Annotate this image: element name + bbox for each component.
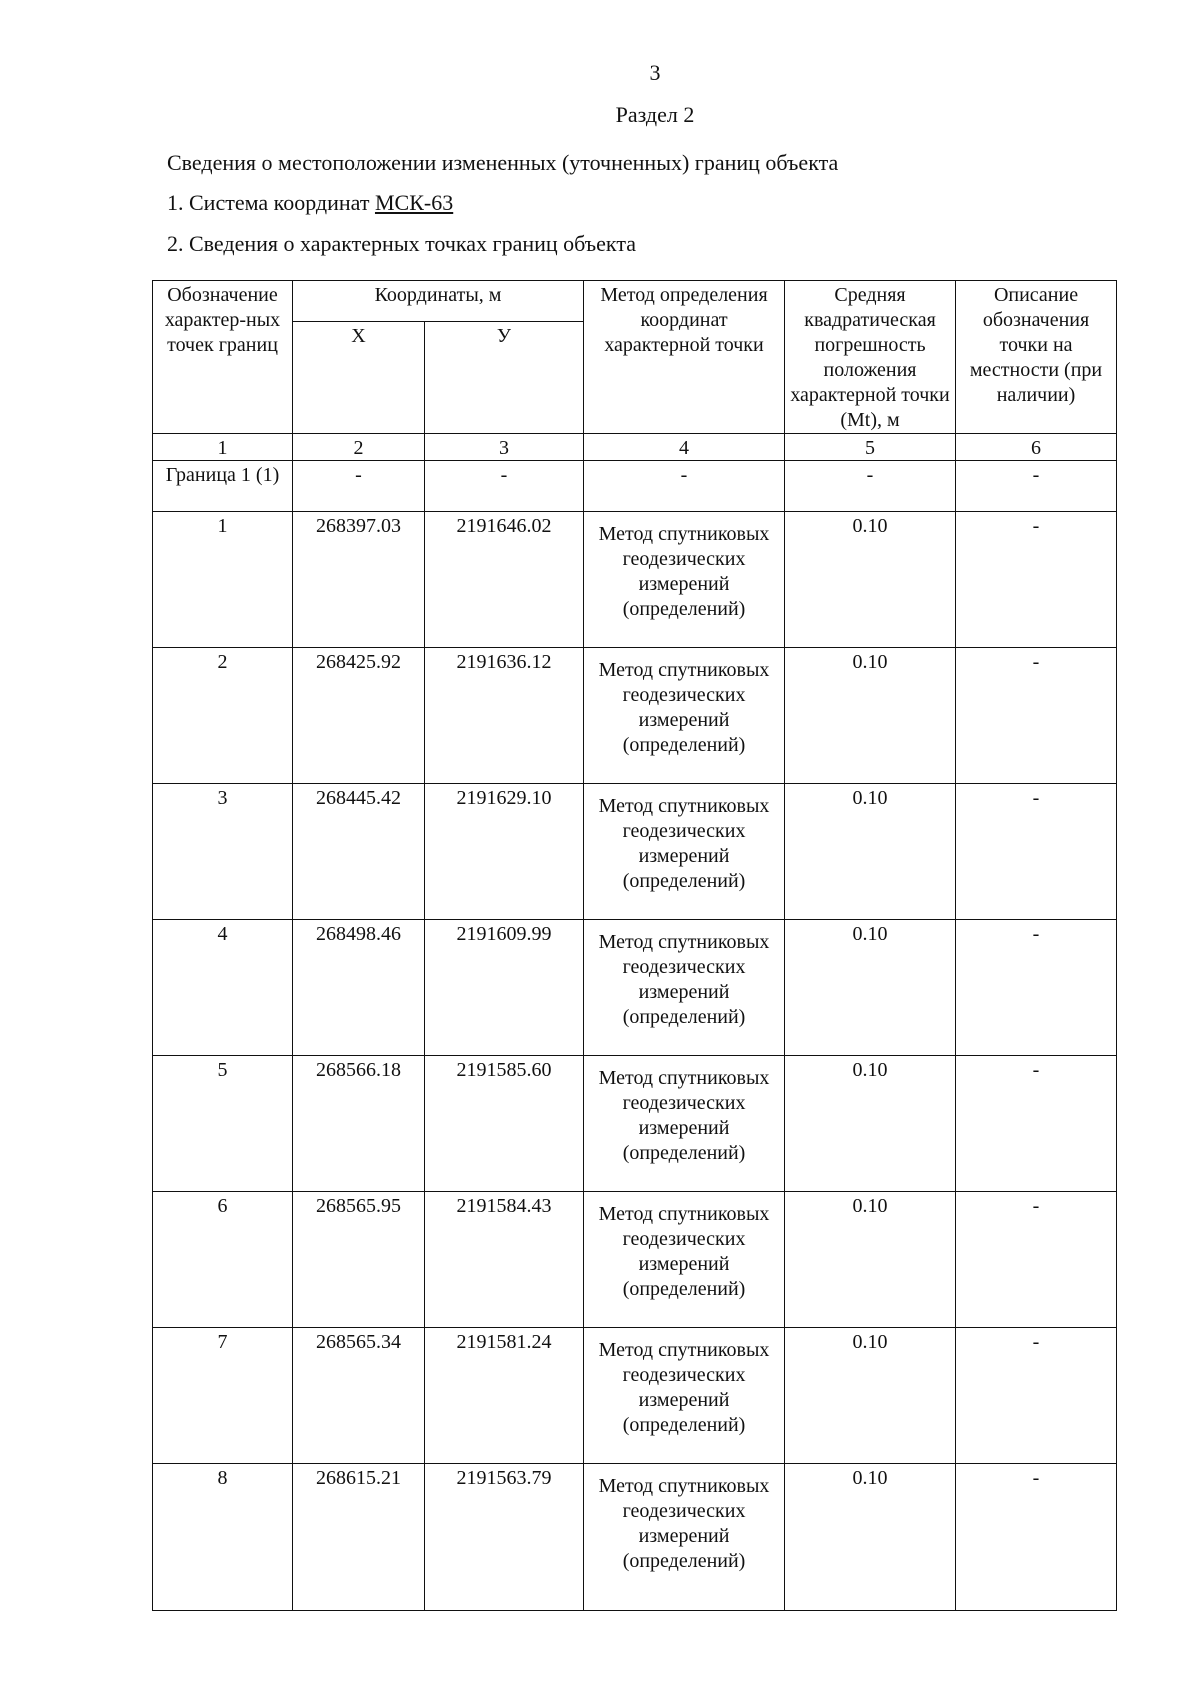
column-number: 5: [785, 434, 956, 461]
column-number: 6: [956, 434, 1117, 461]
cell-point: 2: [153, 648, 293, 784]
cell-method: Метод спутниковых геодезических измерений (определений): [584, 1056, 785, 1192]
cell-point: 6: [153, 1192, 293, 1328]
cell-point: 3: [153, 784, 293, 920]
cell-accuracy: 0.10: [785, 1464, 956, 1611]
header-method: Метод определения координат характерной точки: [584, 281, 785, 434]
cell-x: 268565.34: [293, 1328, 425, 1464]
cell-accuracy: 0.10: [785, 920, 956, 1056]
cell-x: 268566.18: [293, 1056, 425, 1192]
cell-y: 2191585.60: [425, 1056, 584, 1192]
cell-accuracy: 0.10: [785, 512, 956, 648]
table-row: [153, 920, 1117, 1056]
header-designation: Обозначение характер-ных точек границ: [153, 281, 293, 434]
cell-method: Метод спутниковых геодезических измерений (определений): [584, 512, 785, 648]
table-row: [153, 512, 1117, 648]
cell-method: Метод спутниковых геодезических измерений (определений): [584, 920, 785, 1056]
document-heading: Сведения о местоположении измененных (уточненных) границ объекта: [167, 150, 839, 175]
coordinate-system-value: МСК-63: [374, 190, 454, 215]
cell-point: 1: [153, 512, 293, 648]
cell-x: 268445.42: [293, 784, 425, 920]
cell-point: 8: [153, 1464, 293, 1611]
cell-y: 2191646.02: [425, 512, 584, 648]
cell-method: -: [584, 461, 785, 512]
cell-description: -: [956, 1328, 1117, 1464]
cell-point: 7: [153, 1328, 293, 1464]
cell-y: 2191584.43: [425, 1192, 584, 1328]
section-title: Раздел 2: [615, 102, 695, 127]
table-row: [153, 1328, 1117, 1464]
header-coordinates: Координаты, м: [293, 281, 584, 322]
cell-accuracy: 0.10: [785, 1192, 956, 1328]
cell-accuracy: 0.10: [785, 1328, 956, 1464]
table-row: [153, 1056, 1117, 1192]
cell-y: 2191563.79: [425, 1464, 584, 1611]
cell-accuracy: 0.10: [785, 1056, 956, 1192]
cell-x: 268498.46: [293, 920, 425, 1056]
table-row: [153, 784, 1117, 920]
cell-method: Метод спутниковых геодезических измерений (определений): [584, 1464, 785, 1611]
page-number: 3: [649, 60, 661, 85]
cell-description: -: [956, 784, 1117, 920]
cell-x: 268615.21: [293, 1464, 425, 1611]
cell-designation: Граница 1 (1): [153, 461, 293, 512]
column-number: 2: [293, 434, 425, 461]
table-row-border: [153, 461, 1117, 512]
points-heading: 2. Сведения о характерных точках границ объекта: [167, 231, 636, 256]
column-numbers-row: [153, 434, 1117, 461]
table-row: [153, 1192, 1117, 1328]
cell-x: 268397.03: [293, 512, 425, 648]
cell-y: 2191629.10: [425, 784, 584, 920]
column-number: 3: [425, 434, 584, 461]
cell-description: -: [956, 648, 1117, 784]
column-number: 1: [153, 434, 293, 461]
table-row: [153, 648, 1117, 784]
cell-description: -: [956, 920, 1117, 1056]
coordinate-system-line: [167, 190, 453, 216]
cell-method: Метод спутниковых геодезических измерений (определений): [584, 1328, 785, 1464]
boundary-points-table: [152, 280, 1117, 1611]
cell-y: -: [425, 461, 584, 512]
cell-description: -: [956, 1464, 1117, 1611]
cell-x: 268425.92: [293, 648, 425, 784]
header-accuracy: Средняя квадратическая погрешность положения характерной точки (Mt), м: [785, 281, 956, 434]
cell-accuracy: 0.10: [785, 648, 956, 784]
cell-y: 2191581.24: [425, 1328, 584, 1464]
cell-point: 4: [153, 920, 293, 1056]
cell-point: 5: [153, 1056, 293, 1192]
coordinate-system-label: 1. Система координат: [167, 190, 375, 215]
cell-description: -: [956, 1056, 1117, 1192]
cell-description: -: [956, 512, 1117, 648]
column-number: 4: [584, 434, 785, 461]
cell-method: Метод спутниковых геодезических измерений (определений): [584, 648, 785, 784]
cell-accuracy: 0.10: [785, 784, 956, 920]
cell-x: -: [293, 461, 425, 512]
table-row: [153, 1464, 1117, 1611]
cell-description: -: [956, 461, 1117, 512]
header-description: Описание обозначения точки на местности (при наличии): [956, 281, 1117, 434]
cell-x: 268565.95: [293, 1192, 425, 1328]
cell-accuracy: -: [785, 461, 956, 512]
cell-method: Метод спутниковых геодезических измерений (определений): [584, 784, 785, 920]
header-x: X: [293, 321, 425, 433]
cell-method: Метод спутниковых геодезических измерений (определений): [584, 1192, 785, 1328]
cell-y: 2191636.12: [425, 648, 584, 784]
cell-y: 2191609.99: [425, 920, 584, 1056]
header-y: У: [425, 321, 584, 433]
cell-description: -: [956, 1192, 1117, 1328]
